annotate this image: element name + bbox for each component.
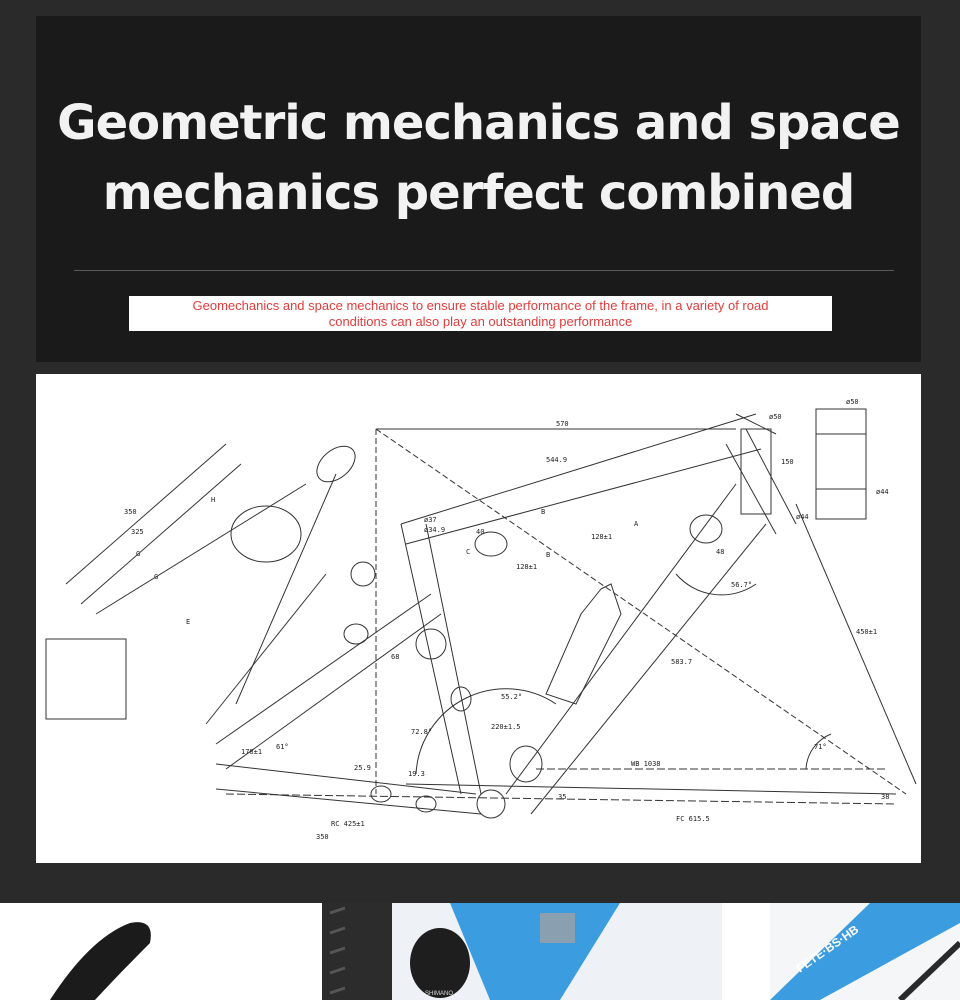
- label-val-128a: 128±1: [591, 533, 613, 541]
- shock-mount: [310, 439, 362, 489]
- label-top-length: 570: [556, 420, 569, 428]
- divider-line: [74, 270, 894, 271]
- label-letter-h: H: [211, 496, 216, 504]
- hole-9: [416, 796, 436, 812]
- label-letter-c: C: [466, 548, 471, 556]
- head-tube-rect: [741, 429, 771, 514]
- grip-photo: [50, 922, 151, 1000]
- label-letter-g1: G: [136, 550, 141, 558]
- top-tube-lower: [406, 449, 761, 544]
- label-val-40: 40: [476, 528, 485, 536]
- label-val-71: 71°: [814, 743, 827, 751]
- down-tube-lower: [531, 524, 766, 814]
- subtitle-line-1: Geomechanics and space mechanics to ensure stable performance of the frame, in a variety of road: [192, 297, 769, 313]
- label-val-19: 19.3: [408, 770, 425, 778]
- headline: [36, 88, 921, 228]
- label-val-350b: 350: [316, 833, 329, 841]
- label-val-61: 61°: [276, 743, 289, 751]
- label-seat-d2: ø34.9: [424, 526, 446, 534]
- seat-stay-upper: [216, 594, 431, 744]
- label-val-220: 220±1.5: [491, 723, 521, 731]
- photo-collage: [0, 903, 960, 1000]
- label-head-top: ø50: [846, 398, 859, 406]
- seat-stay-lower: [226, 614, 441, 769]
- headline-line-2: mechanics perfect combined: [102, 165, 855, 221]
- arm-bracket-dim: [46, 639, 126, 719]
- label-letter-b1: B: [541, 508, 546, 516]
- label-val-583: 583.7: [671, 658, 693, 666]
- label-letter-e: E: [186, 618, 191, 626]
- label-val-450: 450±1: [856, 628, 878, 636]
- arm-link: [206, 574, 326, 724]
- top-tube-upper: [401, 414, 756, 524]
- label-val-rc: RC 425±1: [331, 820, 365, 828]
- label-val-178: 178±1: [241, 748, 263, 756]
- hole-3: [690, 515, 722, 543]
- headline-line-1: Geometric mechanics and space: [57, 95, 900, 151]
- head-tube-left: [726, 444, 776, 534]
- pivot-circle: [231, 506, 301, 562]
- angle-arc-2: [806, 734, 831, 769]
- subtitle-line-2: conditions can also play an outstanding performance: [328, 313, 633, 329]
- label-val-128b: 128±1: [516, 563, 538, 571]
- chain-stay-lower: [216, 789, 481, 814]
- label-val-325: 325: [131, 528, 144, 536]
- label-val-38: 38: [881, 793, 890, 801]
- bike-photo-strip: [0, 903, 960, 1000]
- head-detail-rect: [816, 409, 866, 519]
- hole-5: [416, 629, 446, 659]
- label-letter-b2: B: [546, 551, 551, 559]
- label-val-wb: WB 1038: [631, 760, 661, 768]
- hole-1: [351, 562, 375, 586]
- frame-decal-text: FETE·BS·HB: [793, 922, 862, 976]
- label-letter-g2: G: [154, 573, 159, 581]
- bottle-shape: [546, 584, 621, 704]
- angle-arc-1: [416, 689, 556, 774]
- bb-circle: [477, 790, 505, 818]
- label-val-48: 48: [716, 548, 725, 556]
- label-head-w: ø50: [769, 413, 782, 421]
- fork-line: [796, 504, 916, 784]
- label-val-fc: FC 615.5: [676, 815, 710, 823]
- frame-drawing: [36, 374, 921, 863]
- arm-dim-1: [66, 444, 226, 584]
- chain-stay-upper: [216, 764, 476, 794]
- label-val-35: 35: [558, 793, 567, 801]
- label-val-72: 72.8°: [411, 728, 433, 736]
- label-val-56: 56.7°: [731, 581, 753, 589]
- derailleur-photo: [410, 928, 470, 998]
- label-top-tube: 544.9: [546, 456, 568, 464]
- subtitle-box: [129, 296, 832, 331]
- hole-4: [344, 624, 368, 644]
- hole-6: [451, 687, 471, 711]
- label-val-25: 25.9: [354, 764, 371, 772]
- label-seat-d1: ø37: [424, 516, 437, 524]
- arm-dim-2: [81, 464, 241, 604]
- down-tube-upper: [506, 484, 736, 794]
- arm-body: [96, 484, 306, 614]
- hole-7: [510, 746, 542, 782]
- shimano-logo: SHIMANO: [425, 991, 454, 997]
- label-head-d1: ø44: [796, 513, 809, 521]
- label-val-55: 55.2°: [501, 693, 523, 701]
- hole-8: [371, 786, 391, 802]
- label-letter-a: A: [634, 520, 639, 528]
- frame-geometry-diagram: [36, 374, 921, 863]
- label-val-68: 68: [391, 653, 400, 661]
- label-head-d2: ø44: [876, 488, 889, 496]
- header-panel: [36, 16, 921, 362]
- label-val-350a: 350: [124, 508, 137, 516]
- label-right-v: 150: [781, 458, 794, 466]
